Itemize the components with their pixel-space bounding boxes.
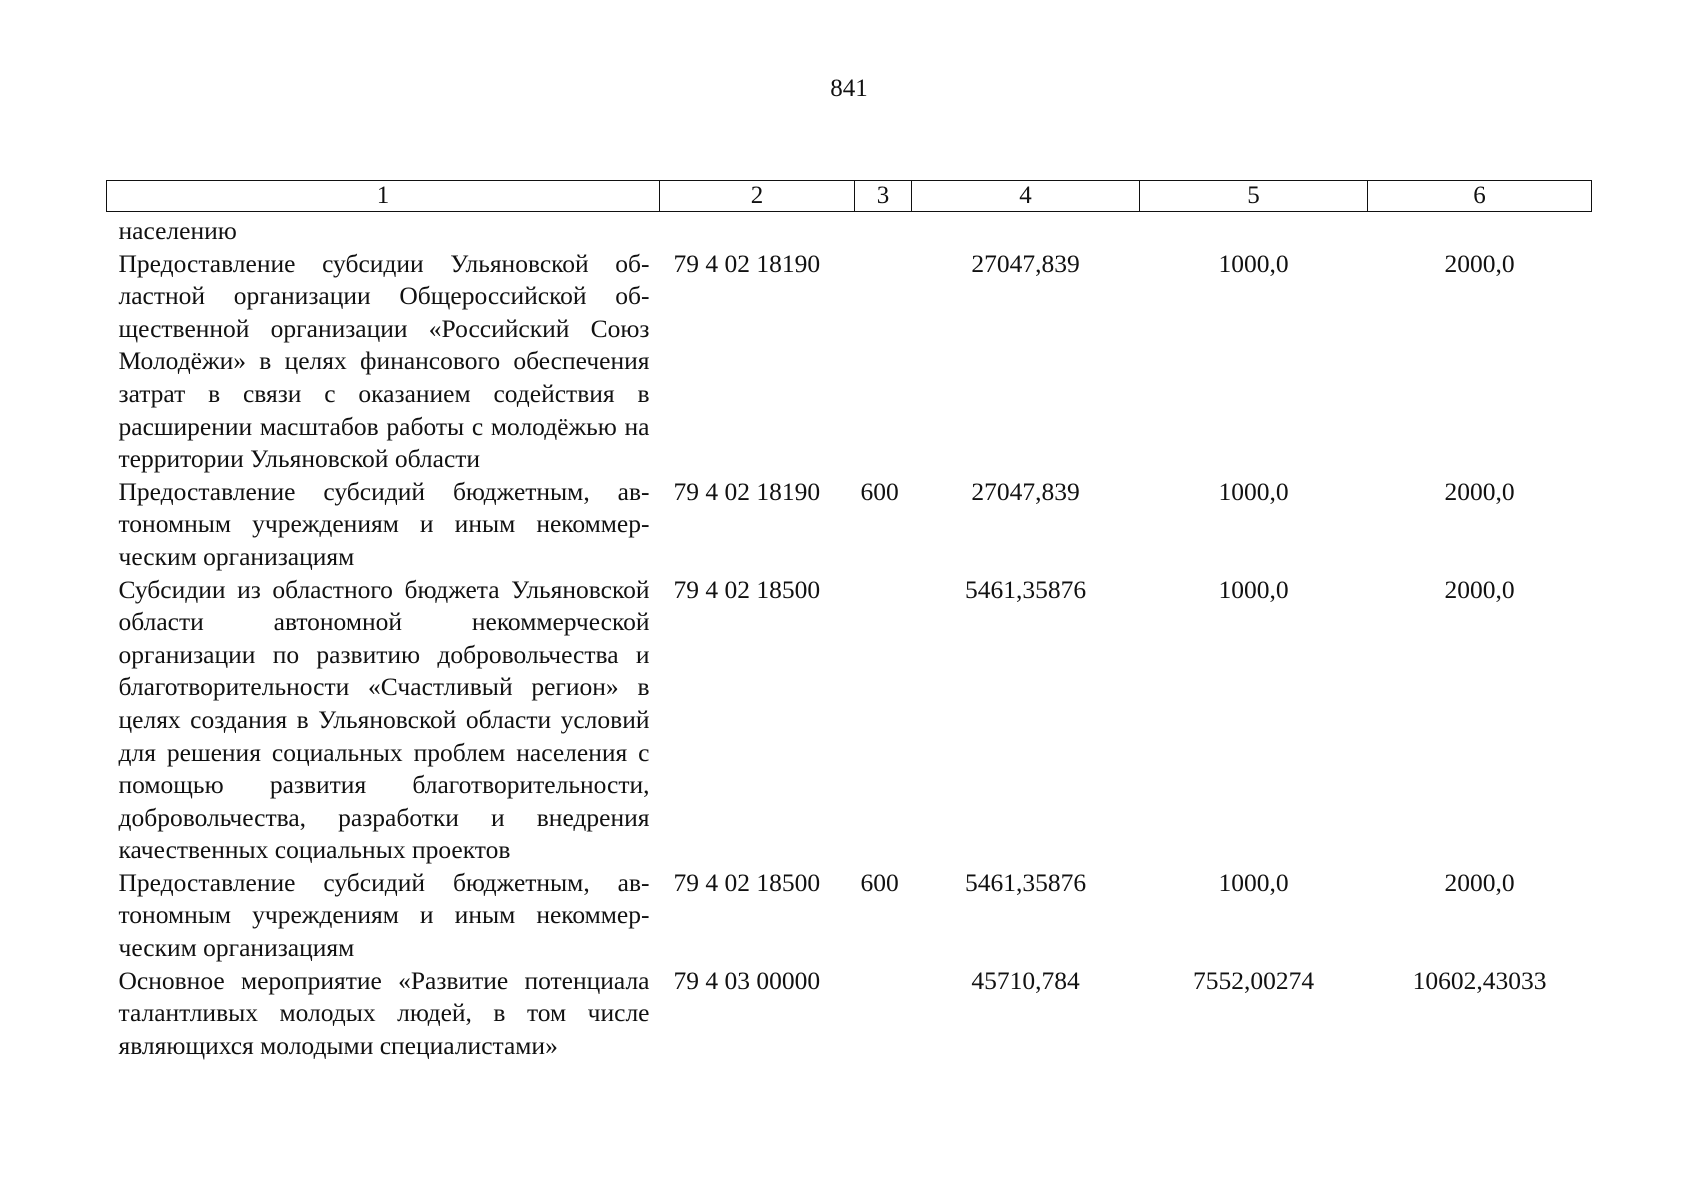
row-code: 79 4 03 00000: [673, 965, 821, 995]
row-name: Предоставление субсидий бюджетным, автономным учреждениям и иным некоммерческим организациям: [118, 867, 650, 963]
table-row: [107, 215, 1592, 248]
row-type: [855, 965, 912, 1063]
row-value-5: 7552,00274: [1192, 965, 1315, 995]
row-value-5: [1140, 215, 1368, 248]
row-value-6: 2000,0: [1444, 867, 1515, 897]
row-value-5: 1000,0: [1218, 574, 1289, 604]
row-value-6: 2000,0: [1444, 476, 1515, 506]
row-value-5: 1000,0: [1218, 476, 1289, 506]
row-value-5: 1000,0: [1218, 248, 1289, 278]
row-value-4: 5461,35876: [964, 867, 1087, 897]
row-value-4: 27047,839: [971, 248, 1080, 278]
table-row: [107, 867, 1592, 965]
row-value-4: 27047,839: [971, 476, 1080, 506]
row-value-6: 2000,0: [1444, 574, 1515, 604]
table-row: [107, 248, 1592, 476]
row-name: Предоставление субсидий бюджетным, автономным учреждениям и иным некоммерческим организациям: [118, 476, 650, 571]
table-body: [107, 212, 1592, 1063]
row-type: 600: [860, 476, 899, 506]
row-name: населению: [118, 216, 237, 245]
row-value-4: [912, 215, 1140, 248]
header-col-5: 5: [1140, 181, 1368, 212]
row-type: [855, 574, 912, 867]
table-row: [107, 476, 1592, 574]
table-row: [107, 965, 1592, 1063]
row-code: 79 4 02 18190: [673, 476, 821, 506]
row-name: Субсидии из областного бюджета Ульяновской области автономной некоммерческой организации по развитию добровольчества и благотворительности «Счастливый регион» в целях создания в Ульяновской области условий для решения социальных проблем населения с помощью развития благотворительности, добровольчества, разработки и внедрения качественных социальных проектов: [118, 574, 650, 865]
header-col-6: 6: [1368, 181, 1592, 212]
row-value-4: 45710,784: [971, 965, 1080, 995]
row-value-5: 1000,0: [1218, 867, 1289, 897]
page-number: 841: [830, 75, 868, 102]
row-type: [855, 215, 912, 248]
budget-table: [106, 180, 1592, 1062]
table-header: [107, 181, 1592, 212]
header-col-1: 1: [107, 181, 660, 212]
row-value-6: 10602,43033: [1412, 965, 1547, 995]
row-name: Основное мероприятие «Развитие потенциала талантливых молодых людей, в том числе являющихся молодыми специалистами»: [118, 965, 650, 1060]
header-row: [107, 181, 1592, 212]
header-col-3: 3: [855, 181, 912, 212]
row-value-6: [1368, 215, 1592, 248]
row-code: 79 4 02 18190: [673, 248, 821, 278]
header-col-4: 4: [912, 181, 1140, 212]
row-value-4: 5461,35876: [964, 574, 1087, 604]
header-col-2: 2: [660, 181, 855, 212]
row-type: [855, 248, 912, 476]
row-code: 79 4 02 18500: [673, 867, 821, 897]
row-type: 600: [860, 867, 899, 897]
row-code: 79 4 02 18500: [673, 574, 821, 604]
row-name: Предоставление субсидии Ульяновской областной организации Общероссийской общественной организации «Российский Союз Молодёжи» в целях финансового обеспечения затрат в связи с оказанием содействия в расширении масштабов работы с молодёжью на территории Ульяновской области: [118, 248, 650, 474]
row-value-6: 2000,0: [1444, 248, 1515, 278]
row-code: [660, 215, 855, 248]
table-row: [107, 574, 1592, 867]
